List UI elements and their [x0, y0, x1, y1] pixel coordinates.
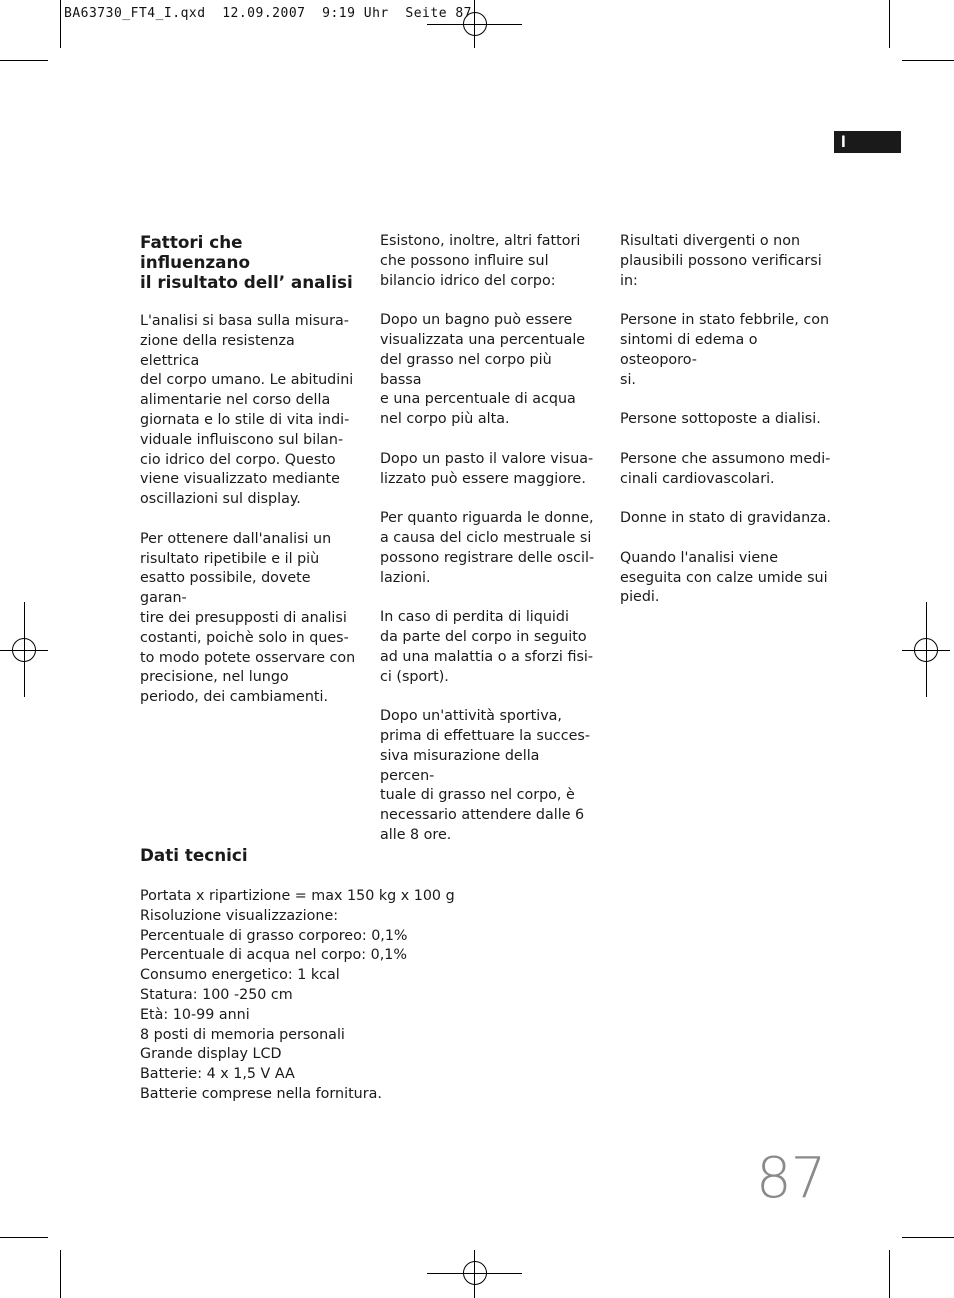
specs-list	[140, 887, 540, 1105]
page-number: 87	[756, 1146, 826, 1211]
registration-circle-icon	[12, 638, 36, 662]
spec-item: Batterie comprese nella fornitura.	[140, 1085, 382, 1102]
paragraph: Persone sottoposte a dialisi.	[620, 411, 821, 428]
registration-circle-icon	[914, 638, 938, 662]
spec-item: Grande display LCD	[140, 1046, 282, 1063]
paragraph: In caso di perdita di liquidi da parte del corpo in seguito ad una malattia o a sforzi fisi- ci (sport).	[380, 609, 594, 685]
spec-item: 8 posti di memoria personali	[140, 1026, 345, 1043]
crop-mark	[60, 0, 61, 48]
crop-mark	[889, 0, 890, 48]
spec-item: Statura: 100 -250 cm	[140, 986, 293, 1003]
section-heading: Fattori che influenzano il risultato dell’ analisi	[140, 232, 353, 292]
column-2	[380, 232, 596, 866]
specs-heading: Dati tecnici	[140, 845, 248, 865]
paragraph: Per ottenere dall'analisi un risultato ripetibile e il più esatto possibile, dovete garan- tire dei presupposti di analisi costanti, poichè solo in ques- to modo potete osservare con precisione, nel lungo periodo, dei cambiamenti.	[140, 530, 356, 706]
spec-item: Portata x ripartizione = max 150 kg x 100 g	[140, 888, 455, 904]
paragraph: Dopo un bagno può essere visualizzata una percentuale del grasso nel corpo più bassa e una percentuale di acqua nel corpo più alta.	[380, 312, 586, 428]
paragraph: Persone che assumono medi- cinali cardiovascolari.	[620, 450, 831, 487]
spec-item: Consumo energetico: 1 kcal	[140, 967, 340, 984]
column-3	[620, 232, 836, 628]
paragraph: Risultati divergenti o non plausibili possono verificarsi in:	[620, 233, 822, 289]
spec-item: Percentuale di grasso corporeo: 0,1%	[140, 927, 408, 944]
spec-item: Batterie: 4 x 1,5 V AA	[140, 1066, 295, 1083]
spec-item: Percentuale di acqua nel corpo: 0,1%	[140, 947, 407, 964]
paragraph: L'analisi si basa sulla misura- zione della resistenza elettrica del corpo umano. Le abitudini alimentarie nel corso della giornata e lo stile di vita indi- viduale influiscono sul bilan- cio idrico del corpo. Questo viene visualizzato mediante oscillazioni sul display.	[140, 313, 354, 508]
column-1	[140, 232, 356, 728]
paragraph: Donne in stato di gravidanza.	[620, 510, 831, 527]
language-tab-label: I	[841, 132, 846, 151]
paragraph: Quando l'analisi viene eseguita con calze umide sui piedi.	[620, 549, 828, 606]
crop-mark	[902, 60, 954, 61]
technical-data-section	[140, 845, 540, 1105]
paragraph: Esistono, inoltre, altri fattori che possono influire sul bilancio idrico del corpo:	[380, 233, 581, 289]
crop-mark	[0, 60, 48, 61]
crop-mark	[889, 1250, 890, 1298]
paragraph: Per quanto riguarda le donne, a causa del ciclo mestruale si possono registrare delle oscil- lazioni.	[380, 510, 595, 586]
spec-item: Risoluzione visualizzazione:	[140, 907, 339, 924]
crop-mark	[902, 1237, 954, 1238]
print-slug: BA63730_FT4_I.qxd 12.09.2007 9:19 Uhr Seite 87	[64, 6, 473, 21]
language-tab	[834, 131, 901, 153]
crop-mark	[0, 1237, 48, 1238]
spec-item: Età: 10-99 anni	[140, 1006, 250, 1023]
registration-circle-icon	[463, 1261, 487, 1285]
crop-mark	[60, 1250, 61, 1298]
paragraph: Dopo un'attività sportiva, prima di effettuare la succes- siva misurazione della percen- tuale di grasso nel corpo, è necessario attendere dalle 6 alle 8 ore.	[380, 708, 591, 843]
paragraph: Persone in stato febbrile, con sintomi di edema o osteoporo- si.	[620, 312, 830, 388]
paragraph: Dopo un pasto il valore visua- lizzato può essere maggiore.	[380, 450, 594, 487]
